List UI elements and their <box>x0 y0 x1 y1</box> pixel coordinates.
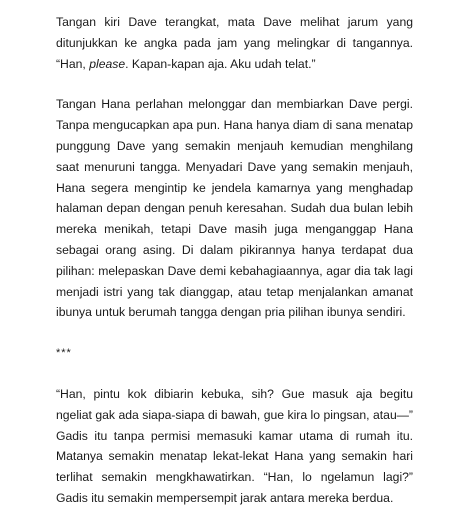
paragraph-2-text: Tangan Hana perlahan melonggar dan membiarkan Dave pergi. Tanpa mengucapkan apa pun. Hana hanya diam di sana menatap punggung Dave yang semakin menjauh kemudian menghilang saat menuruni tangga. Menyadari Dave yang semakin menjauh, Hana segera mengintip ke jendela kamarnya yang menghadap halaman depan dengan penuh keresahan. Sudah dua bulan lebih mereka menikah, tetapi Dave masih juga menganggap Hana sebagai orang asing. Di dalam pikirannya hanya terdapat dua pilihan: melepaskan Dave demi kebahagiaannya, agar dia tak lagi menjadi istri yang tak dianggap, atau tetap menjalankan amanat ibunya untuk berumah tangga dengan pria pilihan ibunya sendiri. <box>56 97 413 320</box>
paragraph-1-italic-word: please <box>89 56 126 71</box>
paragraph-1 <box>56 12 413 74</box>
paragraph-gap <box>56 364 413 384</box>
paragraph-3 <box>56 384 413 509</box>
paragraph-1-text: Tangan kiri Dave terangkat, mata Dave melihat jarum yang ditunjukkan ke angka pada jam yang melingkar di tangannya. “Han, <box>56 15 413 71</box>
paragraph-3-text: “Han, pintu kok dibiarin kebuka, sih? Gue masuk aja begitu ngeliat gak ada siapa-siapa di bawah, gue kira lo pingsan, atau—” Gadis itu tanpa permisi memasuki kamar utama di rumah itu. Matanya semakin menatap lekat-lekat Hana yang semakin hari terlihat semakin mengkhawatirkan. “Han, lo ngelamun lagi?” Gadis itu semakin mempersempit jarak antara mereka berdua. <box>56 386 413 505</box>
paragraph-gap <box>56 74 413 94</box>
scene-separator: *** <box>56 347 72 360</box>
paragraph-1-text-end: . Kapan-kapan aja. Aku udah telat.” <box>125 56 316 71</box>
paragraph-gap <box>56 323 413 343</box>
paragraph-2 <box>56 94 413 323</box>
